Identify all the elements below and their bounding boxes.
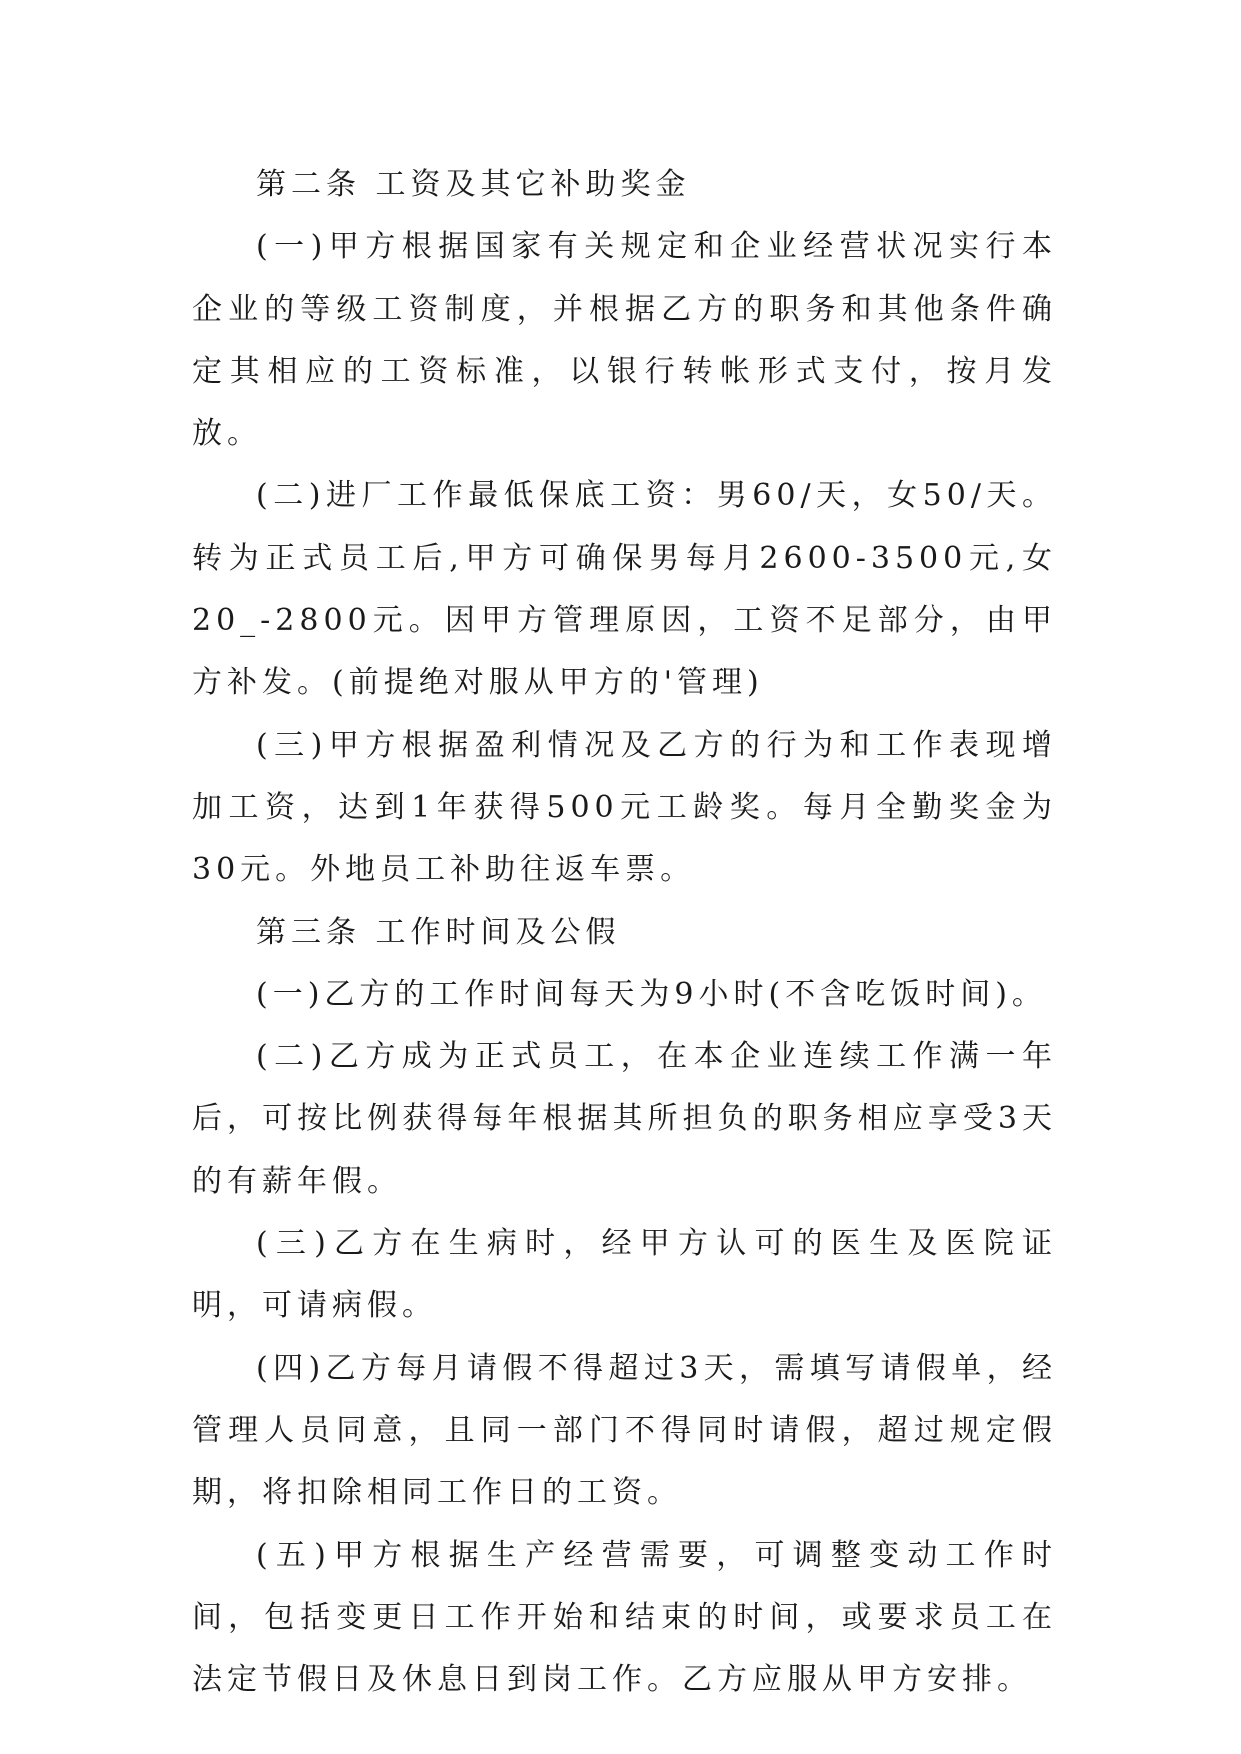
clause-paragraph: (三)甲方根据盈利情况及乙方的行为和工作表现增加工资，达到1年获得500元工龄奖。每月全勤奖金为30元。外地员工补助往返车票。 [192,727,1057,888]
article-heading-3: 第三条 工作时间及公假 [256,914,621,950]
clause-paragraph: (二)乙方成为正式员工，在本企业连续工作满一年后，可按比例获得每年根据其所担负的职务相应享受3天的有薪年假。 [192,1039,1057,1199]
clause-paragraph: (三)乙方在生病时，经甲方认可的医生及医院证明，可请病假。 [192,1226,1057,1324]
clause-paragraph: (一)乙方的工作时间每天为9小时(不含吃饭时间)。 [256,976,1047,1012]
clause-paragraph: (二)进厂工作最低保底工资：男60/天，女50/天。转为正式员工后,甲方可确保男每月2600-3500元,女20_-2800元。因甲方管理原因，工资不足部分，由甲方补发。(前提绝对服从甲方的'管理) [192,478,1057,701]
document-body [192,154,1057,1711]
clause-paragraph: (五)甲方根据生产经营需要，可调整变动工作时间，包括变更日工作开始和结束的时间，或要求员工在法定节假日及休息日到岗工作。乙方应服从甲方安排。 [192,1537,1057,1698]
clause-paragraph: (四)乙方每月请假不得超过3天，需填写请假单，经管理人员同意，且同一部门不得同时请假，超过规定假期，将扣除相同工作日的工资。 [192,1350,1057,1511]
article-heading-2: 第二条 工资及其它补助奖金 [256,167,691,202]
clause-paragraph: (一)甲方根据国家有关规定和企业经营状况实行本企业的等级工资制度，并根据乙方的职务和其他条件确定其相应的工资标准，以银行转帐形式支付，按月发放。 [192,229,1057,452]
